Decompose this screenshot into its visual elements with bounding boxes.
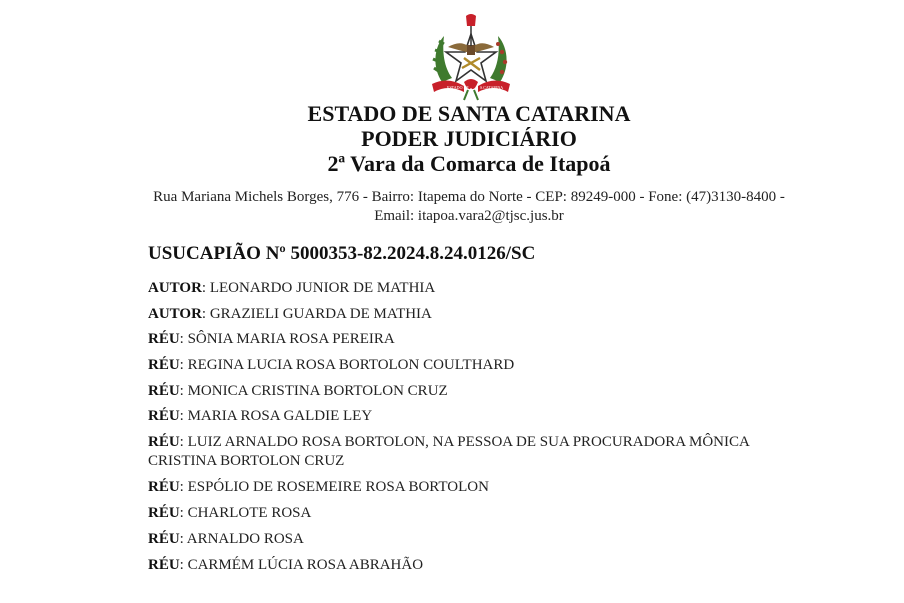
party-name: : LEONARDO JUNIOR DE MATHIA xyxy=(201,280,436,296)
party-name: : MONICA CRISTINA BORTOLON CRUZ xyxy=(179,383,448,399)
court-title: 2ª Vara da Comarca de Itapoá xyxy=(327,151,611,176)
party-line xyxy=(148,407,788,426)
court-address: Rua Mariana Michels Borges, 776 - Bairro: Itapema do Norte - CEP: 89249-000 - Fone: (47)3130-8400 - xyxy=(153,189,785,205)
party-name: : MARIA ROSA GALDIE LEY xyxy=(179,408,373,424)
party-name: : CARMÉM LÚCIA ROSA ABRAHÃO xyxy=(179,557,424,573)
party-line xyxy=(148,478,788,497)
party-line xyxy=(148,382,788,401)
party-line xyxy=(148,556,788,575)
party-line xyxy=(148,305,788,324)
party-role: AUTOR xyxy=(148,306,202,322)
party-line xyxy=(148,279,788,298)
party-line xyxy=(148,504,788,523)
court-email: Email: itapoa.vara2@tjsc.jus.br xyxy=(374,208,564,224)
party-role: RÉU xyxy=(148,531,180,547)
party-name: : CHARLOTE ROSA xyxy=(179,505,312,521)
svg-text:ESTADO DE: ESTADO DE xyxy=(447,85,469,90)
party-role: RÉU xyxy=(148,434,180,450)
case-title: USUCAPIÃO Nº 5000353-82.2024.8.24.0126/SC xyxy=(148,243,536,264)
state-title: ESTADO DE SANTA CATARINA xyxy=(307,101,631,126)
party-role: RÉU xyxy=(148,408,180,424)
party-role: RÉU xyxy=(148,505,180,521)
party-name: : GRAZIELI GUARDA DE MATHIA xyxy=(201,306,432,322)
party-name: : REGINA LUCIA ROSA BORTOLON COULTHARD xyxy=(179,357,515,373)
party-role: RÉU xyxy=(148,479,180,495)
coat-of-arms-icon xyxy=(428,12,514,102)
party-name: : ESPÓLIO DE ROSEMEIRE ROSA BORTOLON xyxy=(179,479,489,495)
party-role: RÉU xyxy=(148,557,180,573)
party-name: : LUIZ ARNALDO ROSA BORTOLON, NA PESSOA DE SUA PROCURADORA MÔNICA CRISTINA BORTOLON CRUZ xyxy=(148,434,749,469)
judiciary-title: PODER JUDICIÁRIO xyxy=(361,126,577,151)
party-line xyxy=(148,356,788,375)
party-role: RÉU xyxy=(148,331,180,347)
party-role: RÉU xyxy=(148,383,180,399)
party-role: RÉU xyxy=(148,357,180,373)
party-name: : SÔNIA MARIA ROSA PEREIRA xyxy=(179,331,395,347)
party-name: : ARNALDO ROSA xyxy=(179,531,304,547)
party-line xyxy=(148,433,788,471)
party-role: AUTOR xyxy=(148,280,202,296)
svg-text:S.CATARINA: S.CATARINA xyxy=(480,85,504,90)
party-line xyxy=(148,530,788,549)
party-line xyxy=(148,330,788,349)
